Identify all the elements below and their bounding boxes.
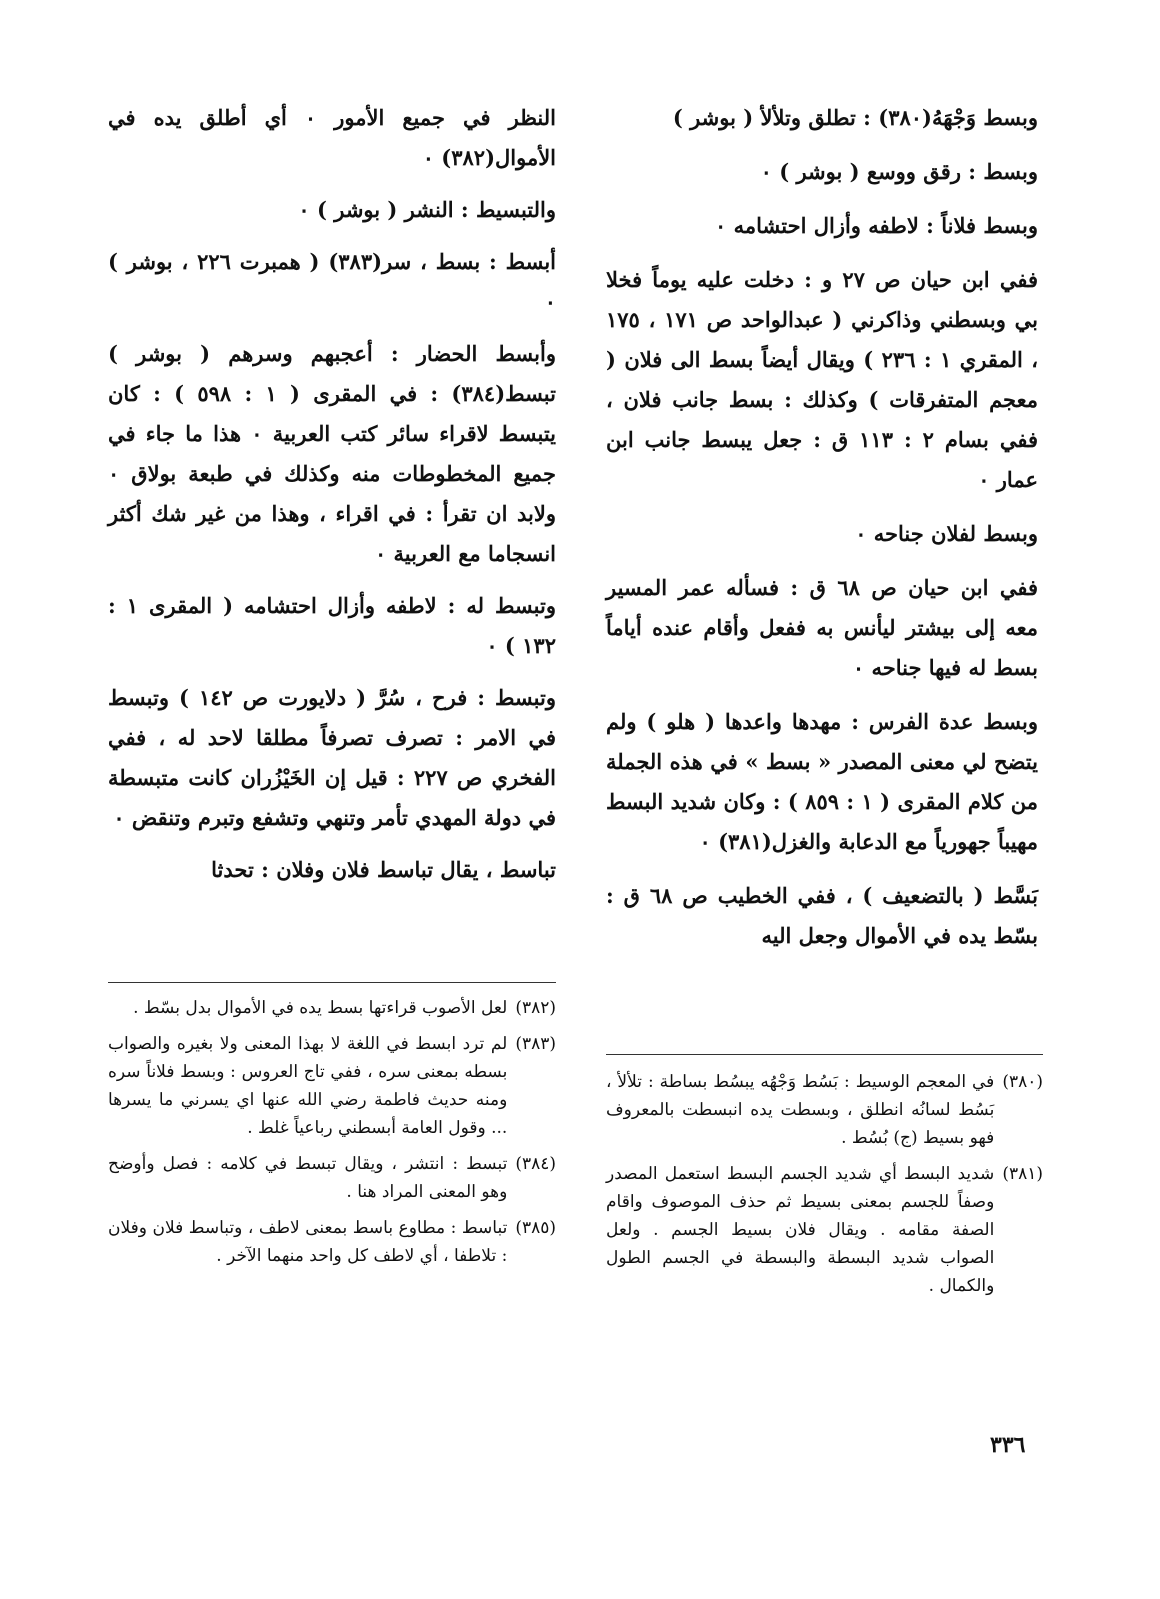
- footnote: [108, 1150, 556, 1206]
- footnote-text: تبسط : انتشر ، ويقال تبسط في كلامه : فصل وأوضح وهو المعنى المراد هنا .: [108, 1154, 508, 1202]
- footnote-number: (٣٨٤): [515, 1154, 556, 1174]
- paragraph: النظر في جميع الأمور ٠ أي أطلق يده في الأموال(٣٨٢) ٠: [108, 105, 556, 170]
- footnote-text: شديد البسط أي شديد الجسم البسط استعمل المصدر وصفاً للجسم بمعنى بسيط ثم حذف الموصوف واقام الصفة مقامه . ويقال فلان بسيط الجسم . ولعل الصواب شديد البسطة والبسطة في الجسم الطول والكمال .: [606, 1164, 995, 1296]
- paragraph: ففي ابن حيان ص ٢٧ و : دخلت عليه يوماً فخلا بي وبسطني وذاكرني ( عبدالواحد ص ١٧١ ، ١٧٥ ، المقري ١ : ٢٣٦ ) ويقال أيضاً بسط الى فلان ( معجم المتفرقات ) وكذلك : بسط جانب فلان ، ففي بسام ٢ : ١١٣ ق : جعل يبسط جانب ابن عمار ٠: [606, 267, 1039, 492]
- paragraph: وبسط : رقق ووسع ( بوشر ) ٠: [760, 159, 1038, 184]
- footnote-divider: [606, 1054, 1043, 1055]
- paragraph: أبسط : بسط ، سر(٣٨٣) ( همبرت ٢٢٦ ، بوشر ) ٠: [108, 249, 556, 314]
- footnote-number: (٣٨٥): [515, 1218, 556, 1238]
- paragraph: والتبسيط : النشر ( بوشر ) ٠: [298, 197, 556, 222]
- left-column: [108, 98, 556, 902]
- footnote-divider: [108, 982, 556, 983]
- footnote-text: تباسط : مطاوع باسط بمعنى لاطف ، وتباسط فلان وفلان : تلاطفا ، أي لاطف كل واحد منهما الآخر .: [108, 1218, 508, 1266]
- paragraph: وتبسط : فرح ، سُرَّ ( دلايورت ص ١٤٢ ) وتبسط في الامر : تصرف تصرفاً مطلقا لاحد له ، ففي الفخري ص ٢٢٧ : قيل إن الخَيْزُران كانت متبسطة في دولة المهدي تأمر وتنهي وتشفع وتبرم وتنقض ٠: [108, 685, 556, 830]
- footnote-number: (٣٨١): [1002, 1164, 1043, 1184]
- paragraph: وأبسط الحضار : أعجبهم وسرهم ( بوشر ) تبسط(٣٨٤) : في المقرى ( ١ : ٥٩٨ ) : كان يتبسط لاقراء سائر كتب العربية ٠ هذا ما جاء في جميع المخطوطات منه وكذلك في طبعة بولاق ٠ ولابد ان تقرأ : في اقراء ، وهذا من غير شك أكثر انسجاما مع العربية ٠: [108, 341, 556, 566]
- paragraph: وبسط لفلان جناحه ٠: [855, 521, 1038, 546]
- right-column: [606, 98, 1038, 970]
- footnote: [606, 1068, 1043, 1152]
- footnotes-right: [606, 1068, 1043, 1308]
- page-number: ٣٣٦: [990, 1432, 1026, 1458]
- footnotes-left: [108, 994, 556, 1278]
- footnote: [606, 1160, 1043, 1300]
- footnote-number: (٣٨٢): [515, 998, 556, 1018]
- paragraph: وبسط فلاناً : لاطفه وأزال احتشامه ٠: [715, 213, 1038, 238]
- paragraph: ففي ابن حيان ص ٦٨ ق : فسأله عمر المسير معه إلى بيشتر ليأنس به ففعل وأقام عنده أياماً بسط له فيها جناحه ٠: [606, 575, 1039, 680]
- footnote: [108, 994, 556, 1022]
- paragraph: وبسط عدة الفرس : مهدها واعدها ( هلو ) ولم يتضح لي معنى المصدر « بسط » في هذه الجملة من كلام المقرى ( ١ : ٨٥٩ ) : وكان شديد البسط مهيباً جهورياً مع الدعابة والغزل(٣٨١) ٠: [606, 709, 1038, 854]
- footnote-number: (٣٨٣): [515, 1034, 556, 1054]
- footnote-text: لعل الأصوب قراءتها بسط يده في الأموال بدل بسّط .: [133, 998, 508, 1018]
- footnote: [108, 1214, 556, 1270]
- footnote: [108, 1030, 556, 1142]
- paragraph: وتبسط له : لاطفه وأزال احتشامه ( المقرى ١ : ١٣٢ ) ٠: [108, 593, 556, 658]
- paragraph: بَسَّط ( بالتضعيف ) ، ففي الخطيب ص ٦٨ ق : بسّط يده في الأموال وجعل اليه: [606, 883, 1038, 948]
- footnote-number: (٣٨٠): [1002, 1072, 1043, 1092]
- paragraph: تباسط ، يقال تباسط فلان وفلان : تحدثا: [211, 857, 556, 882]
- paragraph: وبسط وَجْهَهُ(٣٨٠) : تطلق وتلألأ ( بوشر ): [672, 105, 1038, 130]
- footnote-text: لم ترد ابسط في اللغة لا بهذا المعنى ولا بغيره والصواب بسطه بمعنى سره ، ففي تاج العروس : وبسط فلاناً سره ومنه حديث فاطمة رضي الله عنها اي يسرني ما يسرها ... وقول العامة أبسطني رباعياً غلط .: [108, 1034, 508, 1138]
- footnote-text: في المعجم الوسيط : بَسُط وَجْهُه يبسُط بساطة : تلألأ ، بَسُط لسانُه انطلق ، وبسطت يده انبسطت بالمعروف فهو بسيط (ج) بُسُط .: [606, 1072, 995, 1148]
